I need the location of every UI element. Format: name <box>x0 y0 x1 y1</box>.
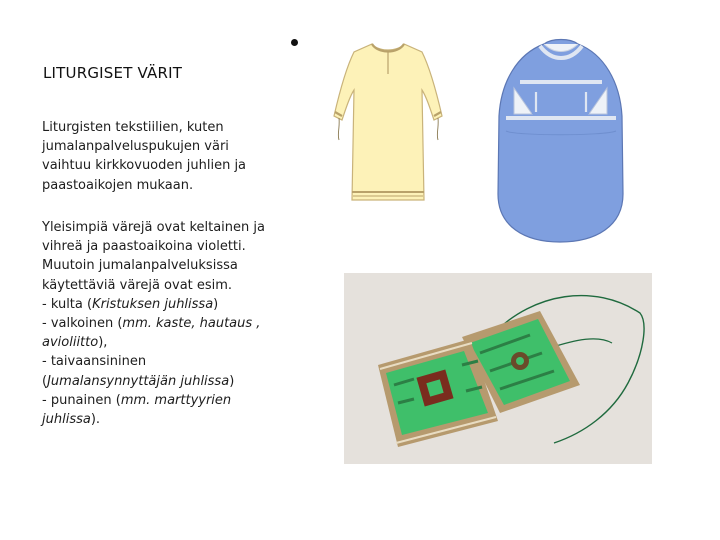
paragraph-line: Liturgisten tekstiilien, kuten <box>42 120 224 135</box>
paragraph-line: Muutoin jumalanpalveluksissa <box>42 258 238 274</box>
vestment-body <box>498 40 623 243</box>
color-list-item: - valkoinen (mm. kaste, hautaus , <box>42 316 261 332</box>
slide-title: LITURGISET VÄRIT <box>43 64 183 82</box>
colors-paragraph <box>42 218 277 429</box>
intro-paragraph <box>42 118 277 195</box>
paragraph-line: vaihtuu kirkkovuoden juhlien ja <box>42 158 247 174</box>
color-list-item: - taivaansininen <box>42 354 147 370</box>
color-list-item: - kulta (Kristuksen juhlissa) <box>42 296 219 312</box>
color-list-item: avioliitto), <box>42 335 108 351</box>
bullet-dot <box>291 39 298 46</box>
blue-vestment-illustration <box>492 36 629 248</box>
color-list-item: (Jumalansynnyttäjän juhlissa) <box>42 373 235 389</box>
paragraph-line: vihreä ja paastoaikoina violetti. <box>42 239 246 255</box>
yellow-robe-illustration <box>330 38 447 208</box>
paragraph-line: jumalanpalveluspukujen väri <box>42 139 229 155</box>
paragraph-line: Yleisimpiä värejä ovat keltainen ja <box>42 220 265 235</box>
paragraph-line: paastoaikojen mukaan. <box>42 177 194 193</box>
robe-body <box>334 44 442 200</box>
color-list-item: juhlissa). <box>42 412 101 428</box>
paragraph-line: käytettäviä värejä ovat esim. <box>42 277 233 293</box>
color-list-item: - punainen (mm. marttyyrien <box>42 392 232 408</box>
embroidered-cuffs-photo <box>344 273 652 464</box>
